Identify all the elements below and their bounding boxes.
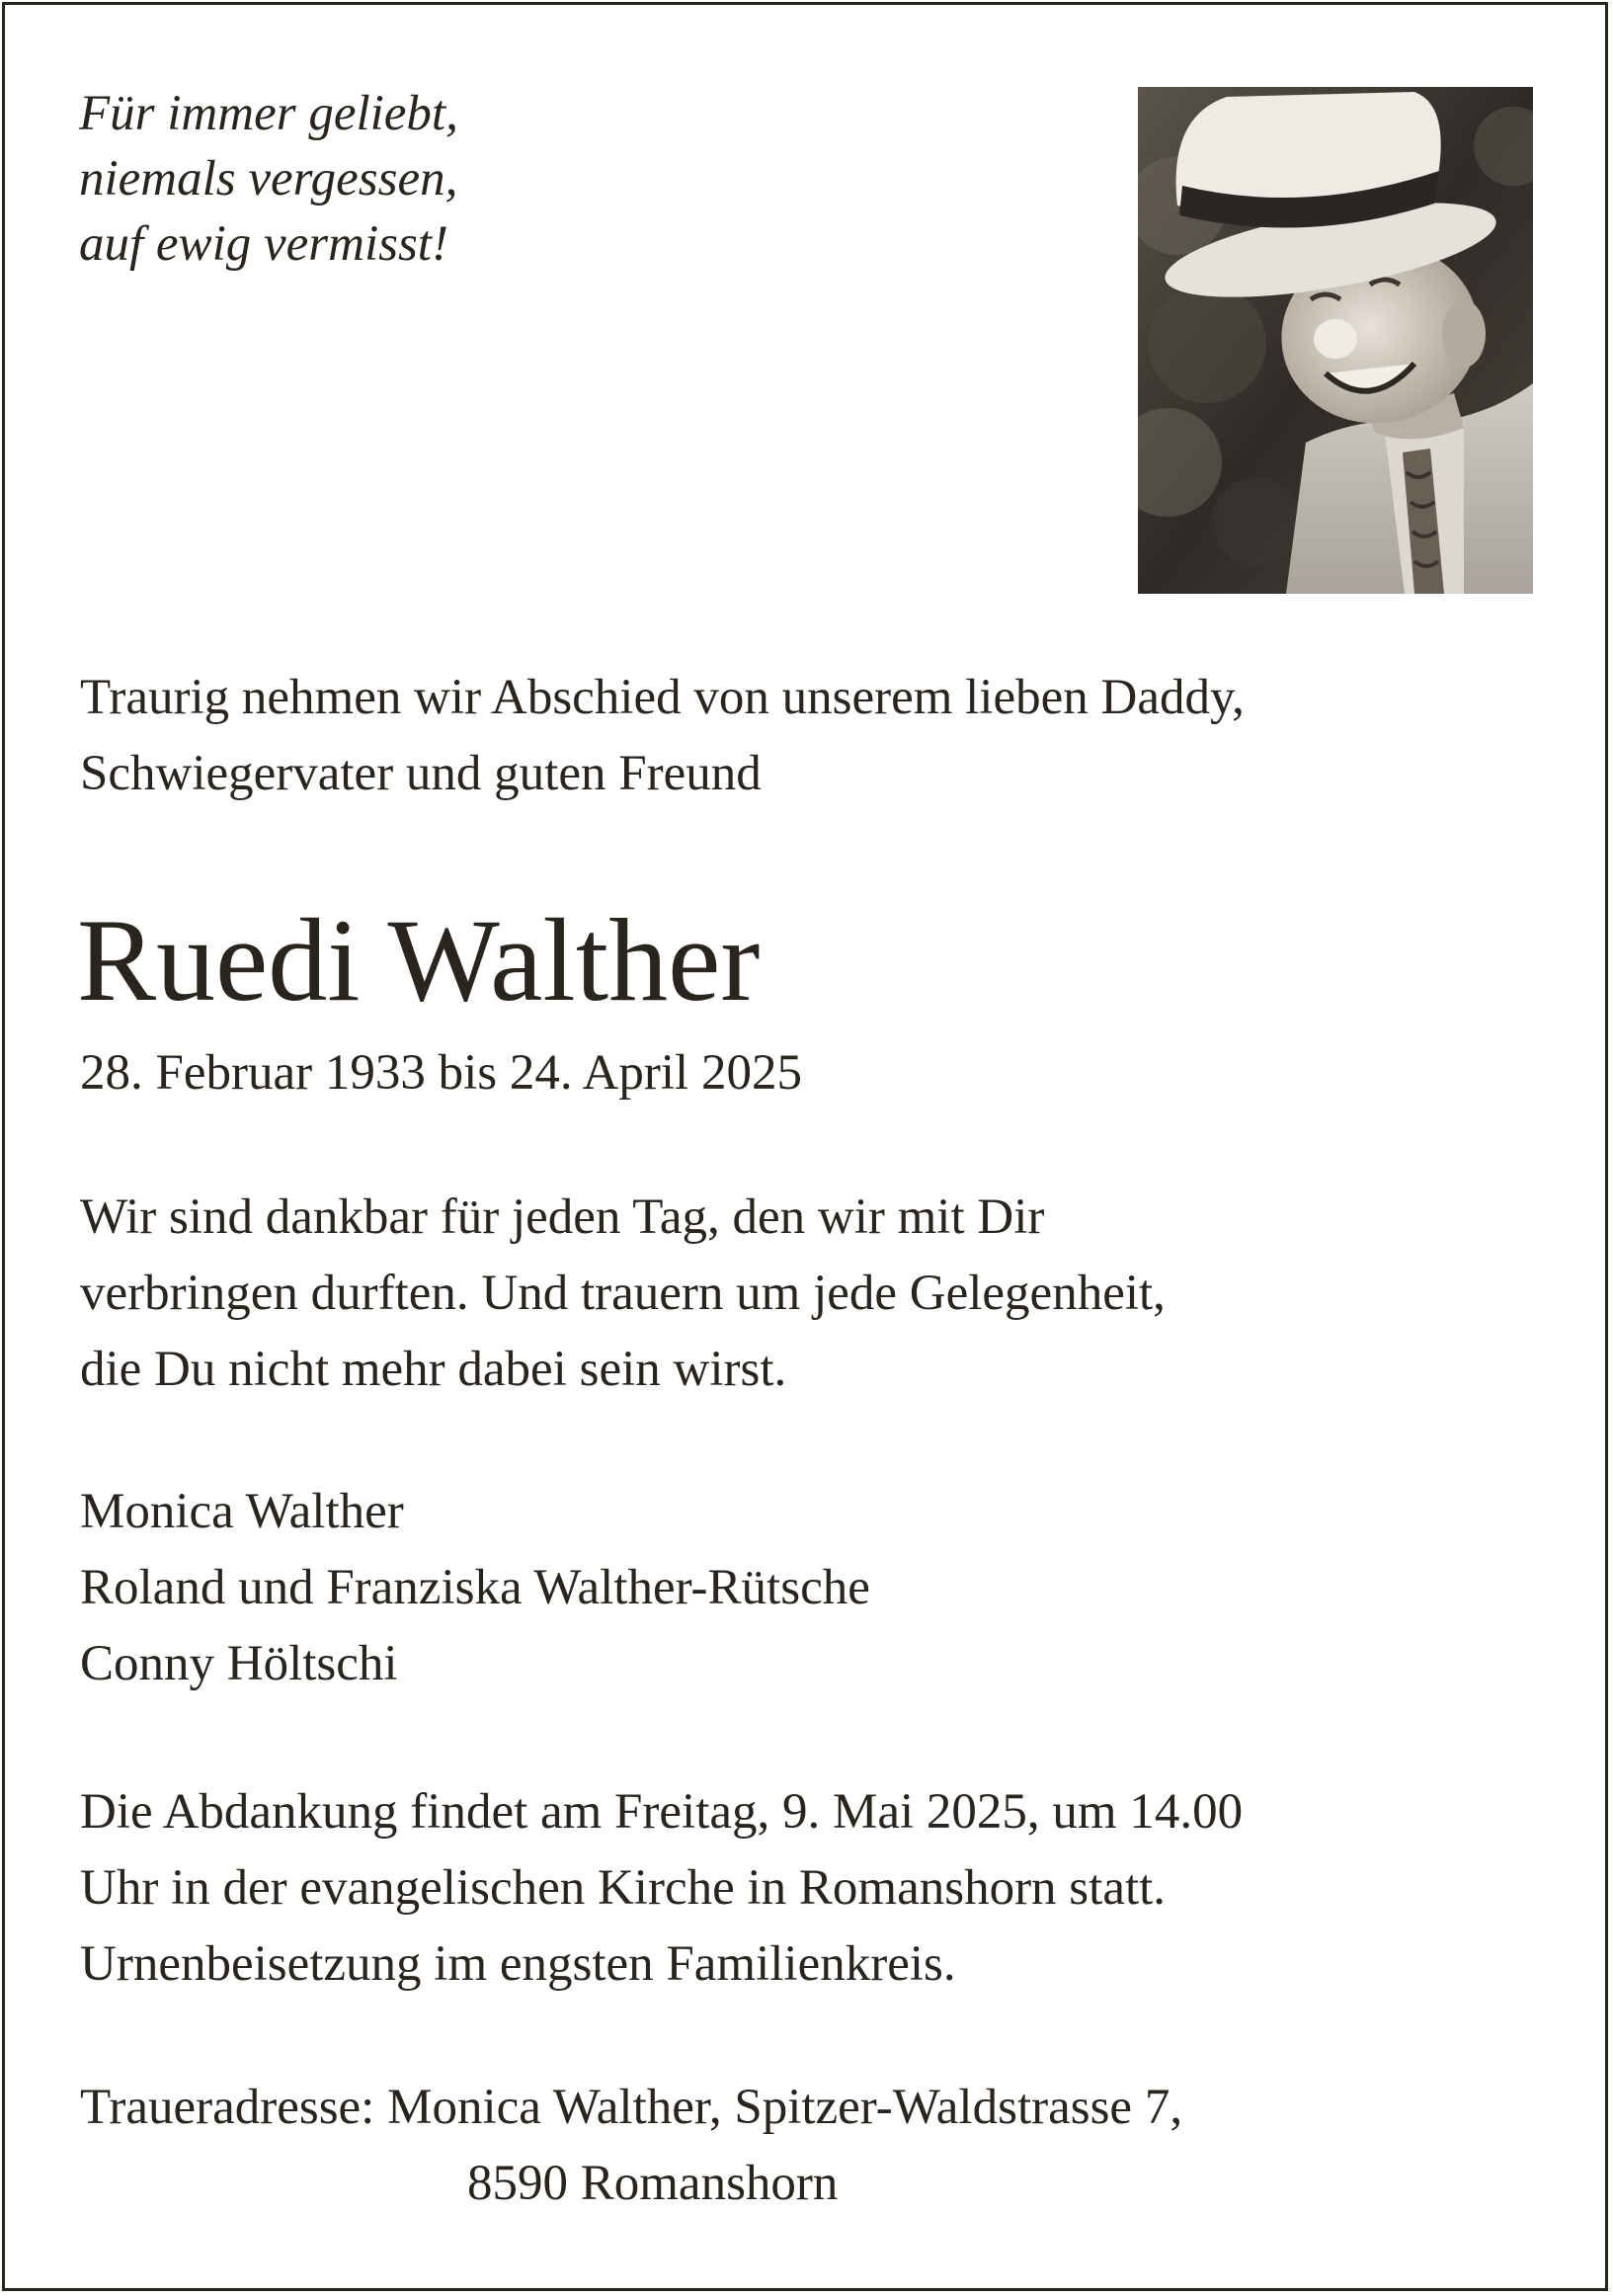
service-line: Uhr in der evangelischen Kirche in Romanshorn statt.	[80, 1860, 1167, 1916]
mourning-address	[80, 2070, 1182, 2222]
service-info	[80, 1774, 1243, 2003]
life-dates: 28. Februar 1933 bis 24. April 2025	[80, 1045, 802, 1101]
address-city: 8590 Romanshorn	[467, 2156, 839, 2211]
gratitude-text	[80, 1180, 1166, 1408]
intro-line: Traurig nehmen wir Abschied von unserem lieben Daddy,	[80, 670, 1245, 725]
intro-text	[80, 660, 1245, 812]
family-member: Conny Höltschi	[80, 1636, 398, 1691]
address-line: Traueradresse: Monica Walther, Spitzer-Waldstrasse 7,	[80, 2080, 1183, 2135]
gratitude-line: verbringen durften. Und trauern um jede Gelegenheit,	[80, 1266, 1166, 1321]
deceased-name: Ruedi Walther	[77, 894, 761, 1025]
gratitude-line: die Du nicht mehr dabei sein wirst.	[80, 1342, 787, 1397]
motto-line: niemals vergessen,	[79, 151, 458, 206]
motto-line: Für immer geliebt,	[79, 86, 458, 141]
service-line: Urnenbeisetzung im engsten Familienkreis.	[80, 1936, 956, 1992]
service-line: Die Abdankung findet am Freitag, 9. Mai 2025, um 14.00	[80, 1784, 1244, 1840]
motto-line: auf ewig vermisst!	[79, 216, 448, 272]
intro-line: Schwiegervater und guten Freund	[80, 746, 762, 801]
motto	[79, 81, 458, 277]
family-member: Monica Walther	[80, 1484, 404, 1539]
portrait-photo	[1138, 87, 1533, 594]
family-list	[80, 1474, 870, 1702]
gratitude-line: Wir sind dankbar für jeden Tag, den wir mit Dir	[80, 1189, 1045, 1245]
family-member: Roland und Franziska Walther-Rütsche	[80, 1560, 870, 1615]
